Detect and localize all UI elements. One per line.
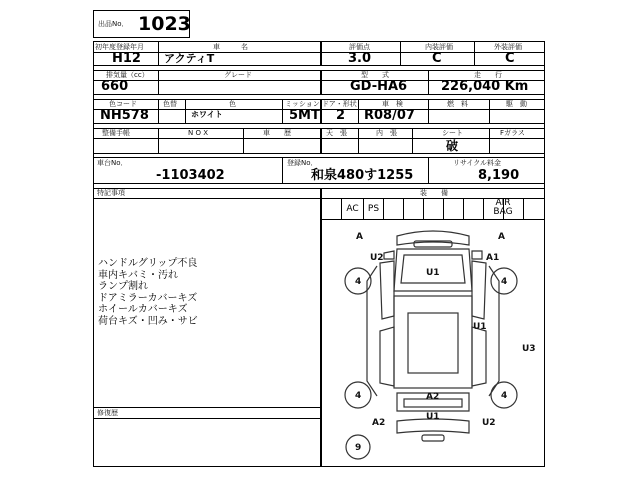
lot-number-box (93, 10, 190, 38)
damage-mark-u2-top: U2 (370, 253, 384, 263)
registration-number-value: 和泉480す1255 (311, 168, 414, 183)
damage-mark-a-right: A (498, 232, 505, 242)
inspection-value: R08/07 (364, 108, 415, 123)
color-change-label: 色替 (163, 100, 177, 108)
tire-mark-front-right: 4 (501, 277, 508, 287)
equipment-title: 装 備 (420, 189, 448, 197)
color-code-label: 色コード (109, 100, 137, 108)
damage-mark-a1-top: A1 (486, 253, 500, 263)
interior-trim-label: 内 張 (376, 129, 397, 137)
displacement-label: 排気量（cc） (106, 71, 149, 79)
model-code-value: GD-HA6 (350, 79, 408, 94)
color-code-value: NH578 (100, 108, 149, 123)
seat-value: 破 (446, 139, 459, 153)
mileage-value: 226,040 Km (441, 79, 529, 94)
grade-label: グレード (224, 71, 252, 79)
tire-mark-rear-right: 4 (501, 391, 508, 401)
equipment-grid (322, 198, 545, 220)
transmission-label: ミッション (285, 100, 320, 108)
first-registration-label: 初年度登録年月 (95, 43, 144, 51)
equipment-item-airbag: AIR BAG (493, 198, 513, 217)
note-line: ホイールカバーキズ (98, 304, 188, 315)
car-name-value: アクティT (164, 52, 215, 65)
equipment-item-ps: PS (367, 204, 380, 214)
transmission-value: 5MT (289, 108, 320, 123)
displacement-value: 660 (101, 79, 129, 94)
damage-mark-a-left: A (356, 232, 363, 242)
lot-number-label: 出品No． (98, 20, 129, 28)
row-year-model (93, 41, 545, 66)
notes-list (98, 258, 313, 327)
color-value: ホワイト (191, 110, 223, 119)
door-count-value: 2 (336, 108, 346, 123)
mileage-label: 走 行 (474, 71, 502, 79)
tire-mark-rear-left: 4 (355, 391, 362, 401)
chassis-number-value: -1103402 (156, 168, 225, 183)
score-label: 評価点 (349, 43, 370, 51)
inspection-label: 車 検 (382, 100, 403, 108)
vehicle-diagram (322, 221, 545, 466)
damage-mark-a2-left: A2 (372, 418, 386, 428)
score-value: 3.0 (348, 51, 372, 66)
interior-grade-value: C (432, 51, 442, 66)
note-line: 車内キバミ・汚れ (98, 269, 178, 281)
model-code-label: 型 式 (361, 71, 389, 79)
registration-number-label: 登録No． (287, 159, 318, 167)
history-label: 車 歴 (263, 129, 291, 137)
recycle-fee-value: 8,190 (478, 168, 520, 183)
tire-mark-front-left: 4 (355, 277, 362, 287)
equipment-item-ac: AC (346, 204, 359, 214)
damage-mark-u1-roof: U1 (426, 268, 440, 278)
notes-title: 特記事項 (97, 189, 125, 197)
drive-label: 駆 動 (506, 100, 527, 108)
damage-mark-a2-rear: A2 (426, 392, 440, 402)
repair-history-title: 修復歴 (97, 409, 118, 417)
lot-number: 1023 (138, 13, 191, 35)
headliner-label: 天 張 (326, 129, 347, 137)
first-registration-value: H12 (112, 51, 141, 66)
note-line: ドアミラーカバーキズ (98, 292, 198, 304)
front-glass-label: Fガラス (500, 129, 525, 137)
color-label: 色 (229, 100, 236, 108)
recycle-fee-label: リサイクル料金 (453, 159, 502, 167)
exterior-grade-value: C (505, 51, 515, 66)
maintenance-book-label: 整備手帳 (102, 129, 130, 137)
row-records (93, 128, 545, 154)
car-name-label: 車 名 (213, 43, 248, 51)
exterior-grade-label: 外装評価 (494, 43, 522, 51)
chassis-number-label: 車台No． (97, 159, 128, 167)
fuel-label: 燃 料 (447, 100, 468, 108)
note-line: 荷台キズ・凹み・サビ (98, 315, 198, 327)
damage-mark-u3-side: U3 (522, 344, 536, 354)
spare-mark: 9 (355, 443, 362, 453)
note-line: ハンドルグリップ不良 (98, 258, 198, 269)
damage-mark-u1-bed: U1 (473, 322, 487, 332)
door-shape-label: ドア・形状 (322, 100, 357, 108)
nox-label: N O X (188, 129, 208, 137)
seat-label: シート (442, 129, 463, 137)
interior-grade-label: 内装評価 (425, 43, 453, 51)
note-line: ランプ割れ (98, 281, 148, 292)
damage-mark-u1-rear: U1 (426, 412, 440, 422)
damage-mark-u2-right: U2 (482, 418, 496, 428)
